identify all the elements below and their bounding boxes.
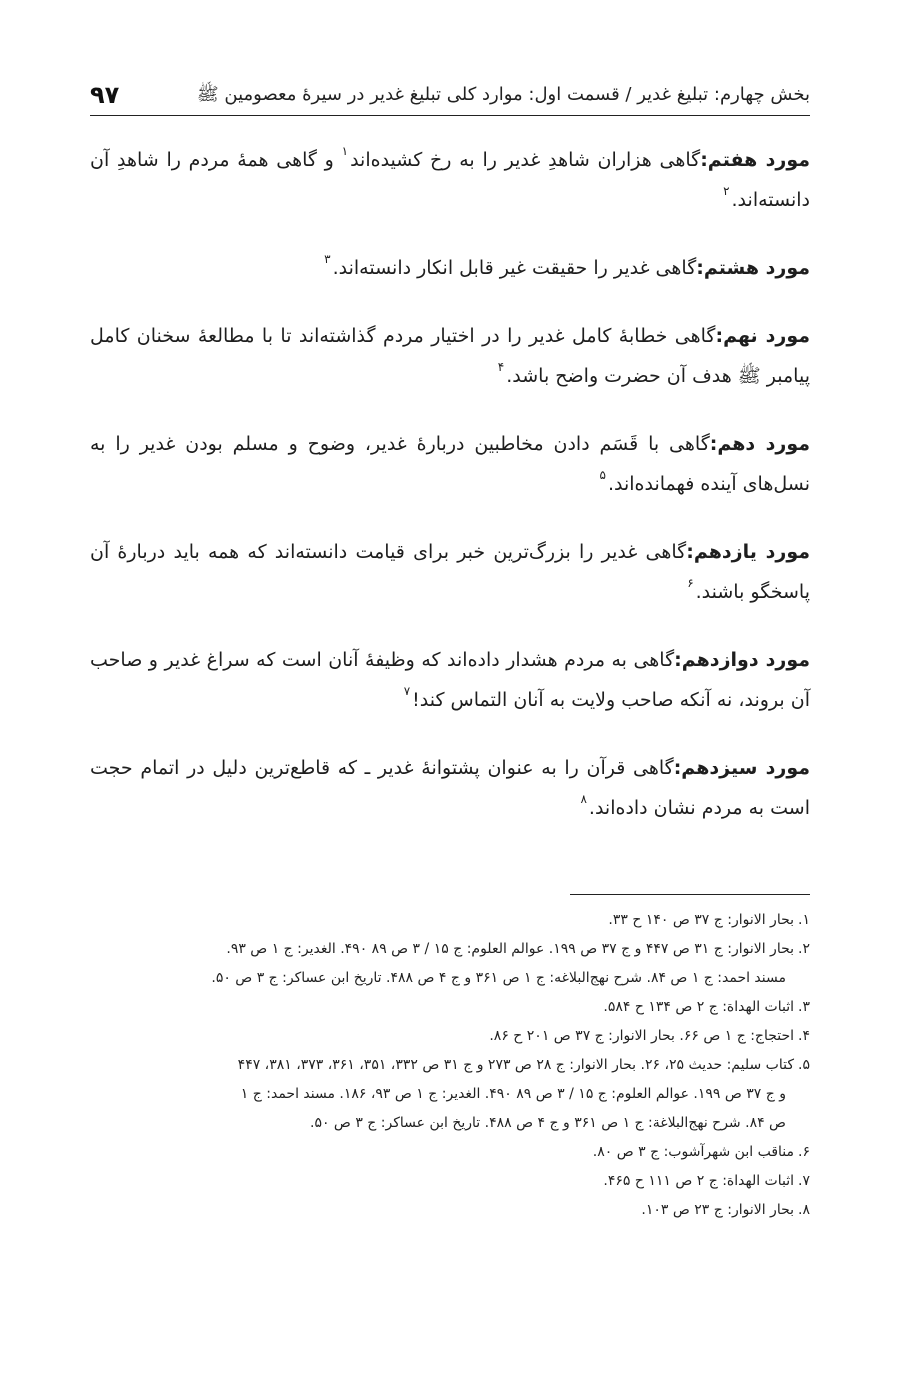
footnote-text: بحار الانوار: ج ۳۷ ص ۱۴۰ ح ۳۳. bbox=[608, 912, 795, 928]
footnote-2 bbox=[90, 935, 810, 964]
item-label: مورد دوازدهم: bbox=[674, 649, 811, 671]
item-label: مورد نهم: bbox=[715, 325, 810, 347]
footnote-text: ص ۸۴. شرح نهج‌البلاغة: ج ۱ ص ۳۶۱ و ج ۴ ص ۴۸۸. تاریخ ابن عساکر: ج ۳ ص ۵۰. bbox=[309, 1115, 786, 1131]
item-label: مورد دهم: bbox=[709, 433, 810, 455]
header-title: بخش چهارم: تبلیغ غدیر / قسمت اول: موارد کلی تبلیغ غدیر در سیرهٔ معصومین ﷺ bbox=[196, 84, 810, 105]
paragraph-item-9 bbox=[90, 316, 810, 396]
item-text-cont: و گاهی همهٔ مردم را شاهدِ آن دانسته‌اند. bbox=[90, 149, 810, 211]
footnote-text: اثبات الهداة: ج ۲ ص ۱۳۴ ح ۵۸۴. bbox=[603, 999, 795, 1015]
footnote-6 bbox=[90, 1138, 810, 1167]
footnote-text: بحار الانوار: ج ۳۱ ص ۴۴۷ و ج ۳۷ ص ۱۹۹. عوالم العلوم: ج ۱۵ / ۳ ص ۸۹ ۴۹۰. الغدیر: ج ۱ ص ۹۳. bbox=[226, 941, 795, 957]
item-text: گاهی خطابهٔ کامل غدیر را در اختیار مردم گذاشته‌اند تا با مطالعهٔ سخنان کامل پیامبر ﷺ هدف آن حضرت واضح باشد. bbox=[90, 325, 810, 387]
item-label: مورد سیزدهم: bbox=[673, 757, 810, 779]
footnote-ref: ۳ bbox=[324, 251, 331, 266]
footnote-7 bbox=[90, 1167, 810, 1196]
footnote-2-cont bbox=[90, 964, 810, 993]
footnote-number: ۴. bbox=[798, 1028, 810, 1044]
item-text: گاهی هزاران شاهدِ غدیر را به رخ کشیده‌اند bbox=[350, 149, 701, 171]
paragraph-item-10 bbox=[90, 424, 810, 504]
footnote-ref: ۴ bbox=[497, 359, 505, 374]
footnote-text: و ج ۳۷ ص ۱۹۹. عوالم العلوم: ج ۱۵ / ۳ ص ۸۹ ۴۹۰. الغدیر: ج ۱ ص ۹۳، ۱۸۶. مسند احمد: ج ۱ bbox=[240, 1086, 786, 1102]
footnote-ref: ۲ bbox=[723, 183, 730, 198]
footnote-divider bbox=[570, 894, 810, 895]
item-text: گاهی به مردم هشدار داده‌اند که وظیفهٔ آنان است که سراغ غدیر و صاحب آن بروند، نه آنکه صاحب ولایت به آنان التماس کند! bbox=[90, 649, 810, 711]
footnote-number: ۸. bbox=[798, 1202, 810, 1218]
footnote-number: ۲. bbox=[798, 941, 810, 957]
footnote-number: ۵. bbox=[798, 1057, 810, 1073]
footnote-text: اثبات الهداة: ج ۲ ص ۱۱۱ ح ۴۶۵. bbox=[603, 1173, 795, 1189]
paragraph-item-11 bbox=[90, 532, 810, 612]
footnote-3 bbox=[90, 993, 810, 1022]
paragraph-item-7 bbox=[90, 140, 810, 220]
footnote-text: مناقب ابن شهرآشوب: ج ۳ ص ۸۰. bbox=[592, 1144, 795, 1160]
footnote-number: ۷. bbox=[798, 1173, 810, 1189]
footnote-ref: ۷ bbox=[403, 683, 411, 698]
footnote-5 bbox=[90, 1051, 810, 1080]
footnote-4 bbox=[90, 1022, 810, 1051]
footnote-text: کتاب سلیم: حدیث ۲۵، ۲۶. بحار الانوار: ج ۲۸ ص ۲۷۳ و ج ۳۱ ص ۳۳۲، ۳۵۱، ۳۶۱، ۳۷۳، ۳۸۱، ۴۴۷ bbox=[237, 1057, 795, 1073]
footnote-ref: ۵ bbox=[599, 467, 606, 482]
footnote-1 bbox=[90, 906, 810, 935]
footnote-8 bbox=[90, 1196, 810, 1225]
item-text: گاهی غدیر را بزرگ‌ترین خبر برای قیامت دانسته‌اند که همه باید دربارهٔ آن پاسخگو باشند. bbox=[90, 541, 810, 603]
footnote-ref: ۱ bbox=[341, 143, 349, 158]
footnote-number: ۱. bbox=[798, 912, 810, 928]
footnote-text: مسند احمد: ج ۱ ص ۸۴. شرح نهج‌البلاغه: ج ۱ ص ۳۶۱ و ج ۴ ص ۴۸۸. تاریخ ابن عساکر: ج ۳ ص ۵۰. bbox=[211, 970, 786, 986]
footnote-number: ۶. bbox=[798, 1144, 810, 1160]
footnotes bbox=[90, 906, 810, 1225]
footnote-ref: ۶ bbox=[687, 575, 694, 590]
paragraph-item-12 bbox=[90, 640, 810, 720]
item-text: گاهی با قَسَم دادن مخاطبین دربارهٔ غدیر، وضوح و مسلم بودن غدیر را به نسل‌های آینده فهمانده‌اند. bbox=[90, 433, 810, 495]
footnote-text: احتجاج: ج ۱ ص ۶۶. بحار الانوار: ج ۳۷ ص ۲۰۱ ح ۸۶. bbox=[489, 1028, 795, 1044]
item-label: مورد هشتم: bbox=[696, 257, 810, 279]
page-number: ۹۷ bbox=[90, 81, 120, 109]
main-text bbox=[90, 140, 810, 856]
item-text: گاهی غدیر را حقیقت غیر قابل انکار دانسته‌اند. bbox=[332, 257, 697, 279]
footnote-5-cont bbox=[90, 1080, 810, 1109]
paragraph-item-8 bbox=[90, 248, 810, 288]
footnote-text: بحار الانوار: ج ۲۳ ص ۱۰۳. bbox=[641, 1202, 795, 1218]
item-label: مورد هفتم: bbox=[700, 149, 810, 171]
footnote-5-cont bbox=[90, 1109, 810, 1138]
footnote-number: ۳. bbox=[798, 999, 810, 1015]
item-text: گاهی قرآن را به عنوان پشتوانهٔ غدیر ـ که قاطع‌ترین دلیل در اتمام حجت است‌ به مردم نشان داده‌اند. bbox=[90, 757, 810, 819]
paragraph-item-13 bbox=[90, 748, 810, 828]
running-header bbox=[90, 70, 810, 116]
item-label: مورد یازدهم: bbox=[686, 541, 810, 563]
footnote-ref: ۸ bbox=[580, 791, 587, 806]
